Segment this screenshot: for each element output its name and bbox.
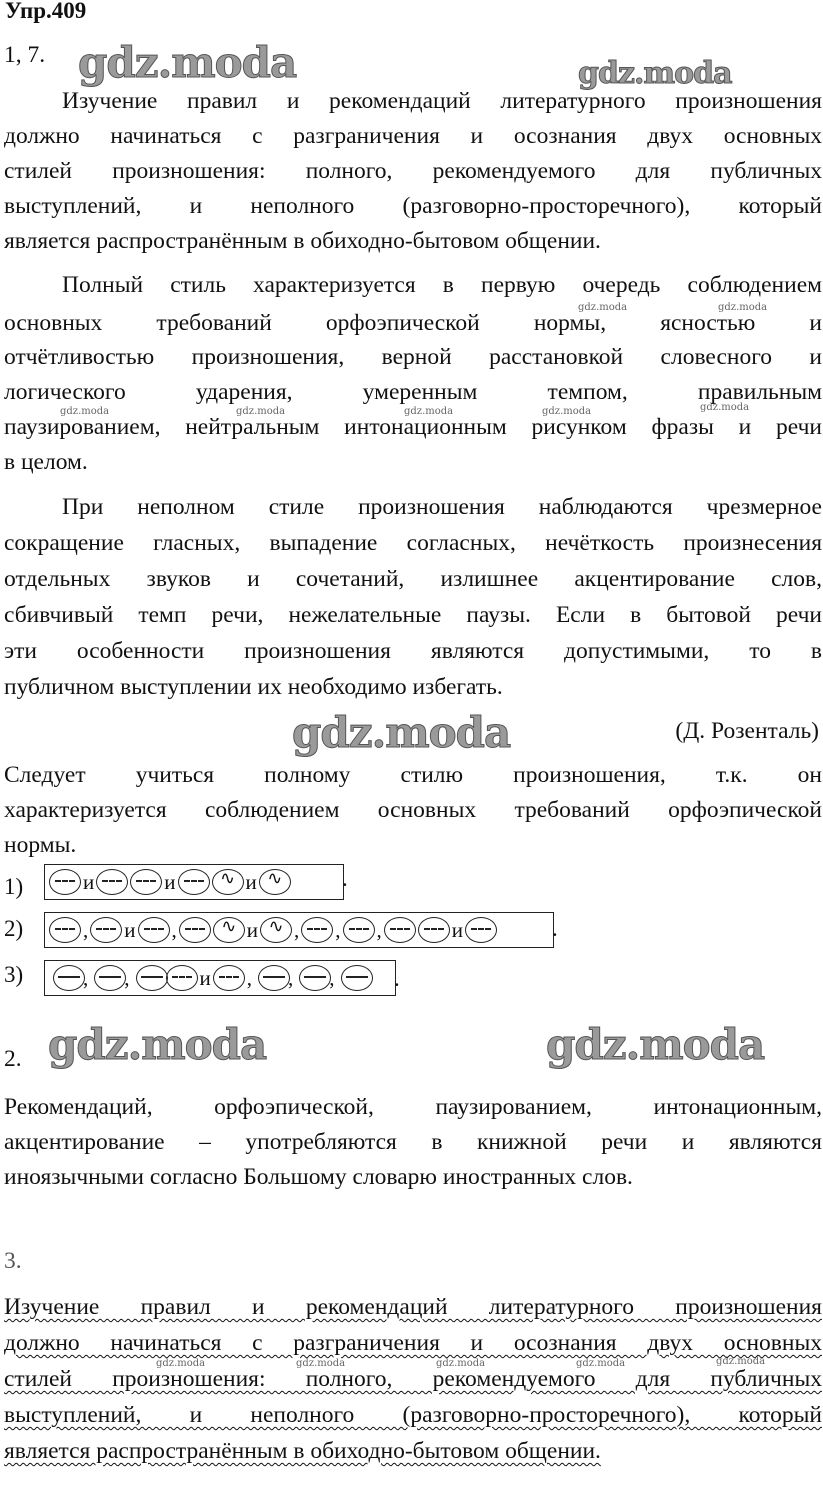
conjunction: и	[246, 917, 258, 942]
task3-line: Изучение правил и рекомендаций литературного произношения	[4, 1294, 822, 1320]
member-slot	[94, 965, 126, 991]
p1-line: Изучение правил и рекомендаций литературного произношения	[62, 88, 822, 114]
task2-line: Рекомендаций, орфоэпической, паузированием, интонационным,	[4, 1094, 822, 1120]
member-slot	[301, 917, 333, 943]
scheme-label: 2)	[4, 916, 24, 941]
p3-line: публичном выступлении их необходимо избегать.	[4, 674, 503, 700]
comma: ,	[288, 965, 294, 990]
p1-line: является распространённым в обиходно-бытовом общении.	[4, 228, 601, 254]
p3-line: отдельных звуков и сочетаний, излишнее акцентирование слов,	[4, 566, 822, 592]
author: (Д. Розенталь)	[675, 718, 819, 744]
member-slot	[343, 917, 375, 943]
conclusion-line: Следует учиться полному стилю произношения, т.к. он	[4, 762, 822, 788]
member-slot	[49, 917, 81, 943]
p1-line: выступлений, и неполного (разговорно-просторечного), который	[4, 193, 822, 219]
sentence-scheme	[44, 864, 344, 900]
task2-label: 2.	[4, 1046, 22, 1072]
member-slot	[418, 917, 450, 943]
sentence-scheme	[44, 960, 396, 996]
member-slot	[138, 917, 170, 943]
task3-line: должно начинаться с разграничения и осознания двух основных	[4, 1330, 822, 1356]
comma: ,	[83, 965, 89, 990]
member-slot	[213, 917, 245, 943]
scheme-label: 3)	[4, 962, 24, 987]
member-slot	[299, 965, 331, 991]
task-label: 1, 7.	[4, 42, 46, 68]
member-slot	[212, 869, 244, 895]
task2-line: акцентирование – употребляются в книжной речи и являются	[4, 1129, 822, 1155]
comma: ,	[246, 965, 252, 990]
watermark-small: gdz.moda	[156, 1358, 206, 1369]
watermark-small: gdz.moda	[700, 402, 750, 413]
member-slot	[49, 869, 81, 895]
member-slot	[130, 869, 162, 895]
member-slot	[96, 869, 128, 895]
member-slot	[259, 869, 291, 895]
watermark: gdz.moda	[546, 1020, 765, 1069]
watermark-small: gdz.moda	[296, 1358, 346, 1369]
member-slot	[213, 965, 245, 991]
sentence-scheme	[44, 912, 554, 948]
p2-line: отчётливостью произношения, верной расстановкой словесного и	[4, 344, 822, 370]
p1-line: стилей произношения: полного, рекомендуемого для публичных	[4, 158, 822, 184]
watermark: gdz.moda	[292, 708, 511, 757]
p3-line: эти особенности произношения являются допустимыми, то в	[4, 638, 822, 664]
member-slot	[53, 965, 85, 991]
conjunction: и	[245, 869, 257, 894]
watermark: gdz.moda	[78, 38, 297, 87]
task3-line: стилей произношения: полного, рекомендуемого для публичных	[4, 1366, 822, 1392]
member-slot	[179, 917, 211, 943]
watermark-small: gdz.moda	[60, 406, 110, 417]
comma: ,	[329, 965, 335, 990]
p3-line: сокращение гласных, выпадение согласных, нечёткость произнесения	[4, 530, 822, 556]
member-slot	[260, 917, 292, 943]
conjunction: и	[164, 869, 176, 894]
watermark-small: gdz.moda	[236, 406, 286, 417]
p2-line: в целом.	[4, 449, 88, 475]
conjunction: и	[451, 917, 463, 942]
member-slot	[178, 869, 210, 895]
scheme-label: 1)	[4, 874, 24, 899]
p3-line: При неполном стиле произношения наблюдаются чрезмерное	[62, 494, 822, 520]
comma: ,	[124, 965, 130, 990]
p2-line: паузированием, нейтральным интонационным рисунком фразы и речи	[4, 414, 822, 440]
task3-line: является распространённым в обиходно-бытовом общении.	[4, 1438, 601, 1464]
watermark-small: gdz.moda	[404, 406, 454, 417]
task2-line: иноязычными согласно Большому словарю иностранных слов.	[4, 1164, 633, 1190]
member-slot	[465, 917, 497, 943]
watermark-small: gdz.moda	[436, 1358, 486, 1369]
member-slot	[341, 965, 373, 991]
conclusion-line: нормы.	[4, 832, 77, 858]
dot: .	[342, 866, 348, 891]
member-slot	[166, 965, 198, 991]
comma: ,	[83, 917, 89, 942]
comma: ,	[294, 917, 300, 942]
task3-label: 3.	[4, 1248, 22, 1274]
comma: ,	[335, 917, 341, 942]
watermark-small: gdz.moda	[716, 1356, 766, 1367]
exercise-title: Упр.409	[5, 0, 87, 23]
p1-line: должно начинаться с разграничения и осознания двух основных	[4, 123, 822, 149]
conclusion-line: характеризуется соблюдением основных требований орфоэпической	[4, 797, 822, 823]
comma: ,	[376, 917, 382, 942]
watermark-small: gdz.moda	[542, 406, 592, 417]
conjunction: и	[199, 965, 211, 990]
member-slot	[384, 917, 416, 943]
watermark-small: gdz.moda	[576, 1358, 626, 1369]
p2-line: логического ударения, умеренным темпом, правильным	[4, 379, 822, 405]
comma: ,	[171, 917, 177, 942]
member-slot	[136, 965, 168, 991]
dot: .	[552, 916, 558, 941]
member-slot	[90, 917, 122, 943]
watermark-small: gdz.moda	[578, 302, 628, 313]
p2-line: Полный стиль характеризуется в первую очередь соблюдением	[62, 272, 822, 298]
task3-line: выступлений, и неполного (разговорно-просторечного), который	[4, 1402, 822, 1428]
p2-line: основных требований орфоэпической нормы, ясностью и	[4, 310, 822, 336]
p3-line: сбивчивый темп речи, нежелательные паузы. Если в бытовой речи	[4, 602, 822, 628]
member-slot	[258, 965, 290, 991]
watermark-small: gdz.moda	[718, 302, 768, 313]
conjunction: и	[83, 869, 95, 894]
watermark: gdz.moda	[48, 1020, 267, 1069]
conjunction: и	[124, 917, 136, 942]
dot: .	[394, 966, 400, 991]
watermark: gdz.moda	[578, 56, 732, 91]
